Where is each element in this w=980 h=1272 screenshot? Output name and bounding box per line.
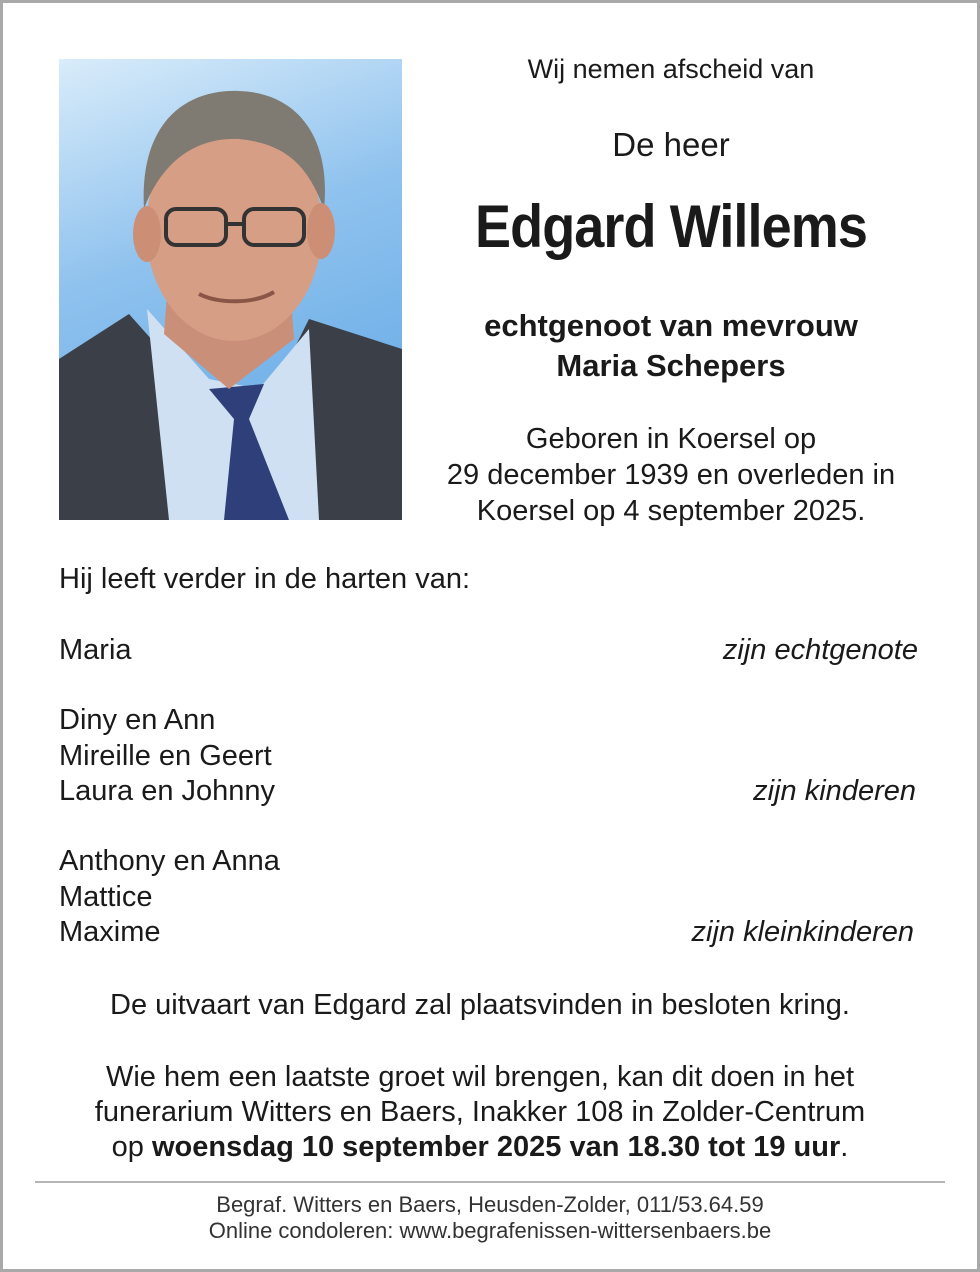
children-role: zijn kinderen — [753, 775, 916, 807]
grandchildren-role: zijn kleinkinderen — [691, 916, 914, 948]
funeral-home-contact: Begraf. Witters en Baers, Heusden-Zolder, 011/53.64.59 — [216, 1192, 764, 1217]
visitation-line-1: Wie hem een laatste groet wil brengen, kan dit doen in het — [105, 1061, 854, 1093]
dates-line-3: Koersel op 4 september 2025. — [476, 495, 866, 527]
spouse-line-2: Maria Schepers — [556, 348, 786, 383]
visitation-line-3 — [40, 1130, 920, 1165]
child-name: Laura en Johnny — [59, 775, 276, 807]
online-condolence-link[interactable]: Online condoleren: www.begrafenissen-wittersenbaers.be — [208, 1218, 772, 1243]
visitation-prefix: op — [111, 1131, 144, 1163]
survivor-spouse-role: zijn echtgenote — [722, 634, 918, 666]
grandchild-name: Anthony en Anna — [59, 845, 280, 877]
intro-text: Wij nemen afscheid van — [527, 54, 815, 84]
visitation-suffix: . — [840, 1131, 849, 1163]
child-name: Diny en Ann — [59, 704, 216, 736]
grandchild-name: Mattice — [59, 881, 153, 913]
survivors-intro: Hij leeft verder in de harten van: — [59, 563, 471, 595]
grandchild-name: Maxime — [59, 916, 161, 948]
visitation-line-2: funerarium Witters en Baers, Inakker 108 in Zolder-Centrum — [94, 1096, 866, 1128]
dates-line-2: 29 december 1939 en overleden in — [446, 459, 896, 491]
salutation: De heer — [612, 126, 730, 163]
visitation-datetime: woensdag 10 september 2025 van 18.30 tot 19 uur — [152, 1131, 841, 1163]
funeral-notice: De uitvaart van Edgard zal plaatsvinden in besloten kring. — [110, 989, 850, 1021]
footer — [40, 1192, 940, 1244]
dates-line-1: Geboren in Koersel op — [525, 423, 817, 455]
portrait-photo — [59, 59, 402, 520]
visitation-notice — [40, 1060, 920, 1165]
deceased-name: Edgard Willems — [474, 193, 868, 260]
child-name: Mireille en Geert — [59, 740, 272, 772]
spouse-line-1: echtgenoot van mevrouw — [484, 308, 858, 343]
birth-death-info — [402, 421, 940, 529]
footer-divider — [35, 1181, 945, 1183]
survivor-spouse-name: Maria — [59, 634, 132, 666]
spouse-info — [402, 306, 940, 386]
